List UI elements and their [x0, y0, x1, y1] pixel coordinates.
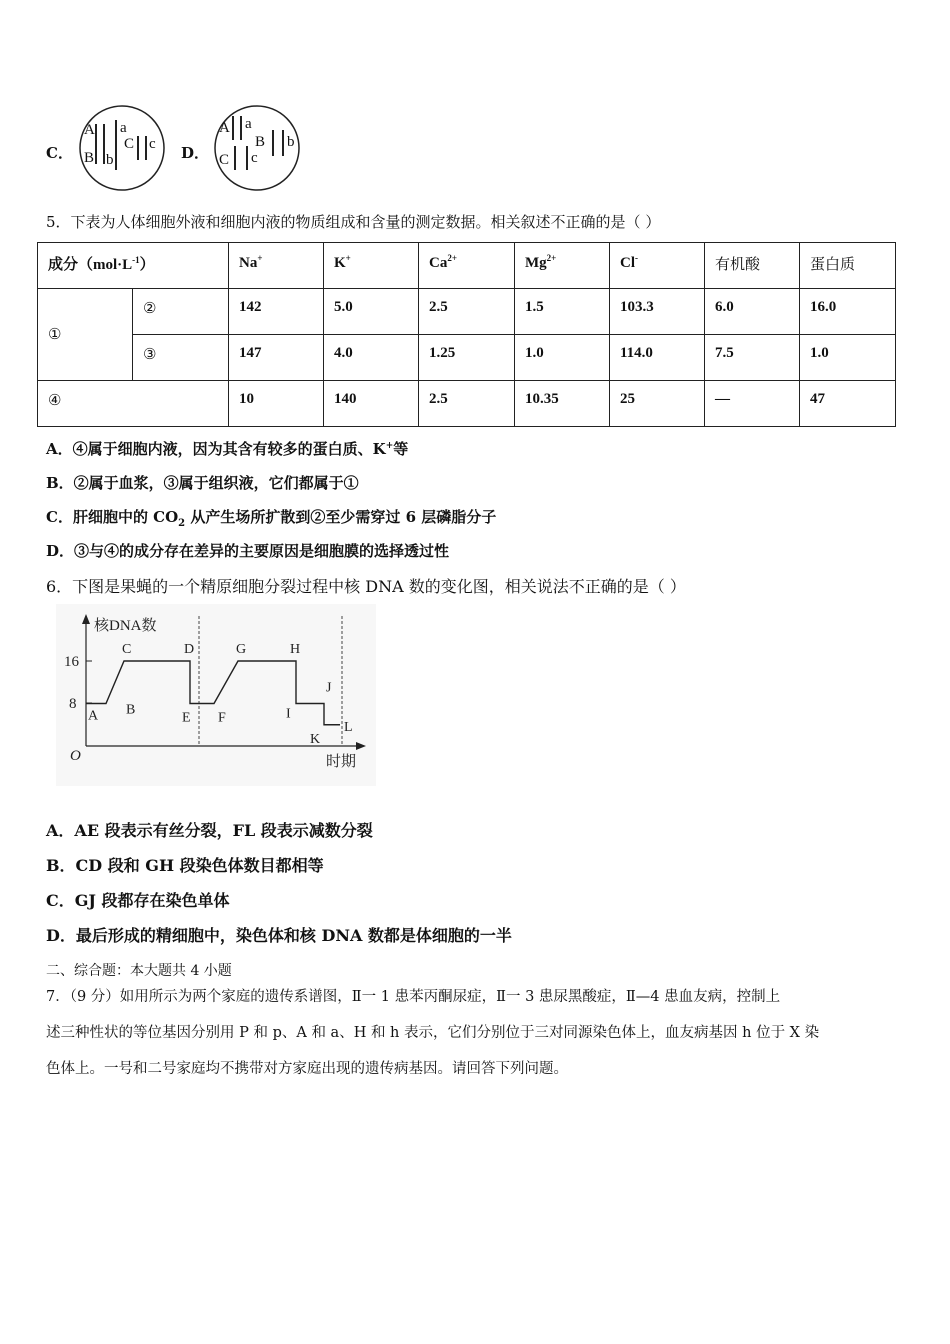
point-label-B: B — [126, 702, 136, 718]
label-A: A — [219, 120, 230, 136]
cell-diagram-d — [211, 104, 303, 192]
table-cell: 10 — [229, 381, 324, 427]
row2-label: ② — [133, 289, 229, 335]
table-cell: 16.0 — [800, 289, 896, 335]
point-label-E: E — [182, 710, 191, 726]
point-label-A: A — [88, 708, 99, 724]
q7-line3: 色体上。一号和二号家庭均不携带对方家庭出现的遗传病基因。请回答下列问题。 — [46, 1061, 568, 1077]
q5-option-b: B．②属于血浆，③属于组织液，它们都属于① — [46, 474, 359, 492]
table-cell: 140 — [324, 381, 419, 427]
header-mg: $Mg^{2+}$ — [515, 243, 610, 289]
point-label-C: C — [122, 642, 132, 657]
point-label-L: L — [344, 719, 353, 735]
table-cell: 103.3 — [610, 289, 705, 335]
label-b: b — [287, 134, 295, 150]
q6-option-d: D．最后形成的精细胞中，染色体和核 DNA 数都是体细胞的一半 — [46, 926, 512, 945]
table-cell: 2.5 — [419, 381, 515, 427]
x-axis-label: 时期 — [326, 754, 357, 770]
q6-option-b: B．CD 段和 GH 段染色体数目都相等 — [46, 856, 324, 875]
label-A: A — [84, 122, 95, 138]
header-cl: Cl- — [610, 243, 705, 289]
q5-option-d: D．③与④的成分存在差异的主要原因是细胞膜的选择透过性 — [46, 542, 450, 560]
table-cell: 1.0 — [515, 335, 610, 381]
q6-stem: 6．下图是果蝇的一个精原细胞分裂过程中核 DNA 数的变化图，相关说法不正确的是（ ） — [46, 577, 686, 596]
header-organic-acid: 有机酸 — [705, 243, 800, 289]
table-cell: 6.0 — [705, 289, 800, 335]
table-cell: 47 — [800, 381, 896, 427]
table-cell: 1.25 — [419, 335, 515, 381]
row4-label: ④ — [38, 381, 229, 427]
table-cell: 5.0 — [324, 289, 419, 335]
label-c: c — [251, 150, 258, 166]
q5-table — [37, 242, 896, 427]
label-a: a — [120, 120, 127, 136]
table-cell: 114.0 — [610, 335, 705, 381]
label-C: C — [124, 136, 135, 152]
dna-chart — [56, 604, 376, 786]
table-cell: 147 — [229, 335, 324, 381]
choice-d-label: D． — [181, 144, 210, 162]
y-tick-16: 16 — [64, 654, 79, 670]
header-composition: 成分$(mol\cdot L^{-1})$ — [38, 243, 229, 289]
header-ca: $Ca^{2+}$ — [419, 243, 515, 289]
q6-option-a: A．AE 段表示有丝分裂，FL 段表示减数分裂 — [46, 821, 373, 840]
q7-line1: 7．（9 分）如用所示为两个家庭的遗传系谱图，Ⅱ一 1 患苯丙酮尿症，Ⅱ一 3 患尿黑酸症，Ⅱ—4 患血友病，控制上 — [46, 989, 781, 1005]
cell-diagram-c — [76, 104, 168, 192]
header-k: K+ — [324, 243, 419, 289]
header-na: Na+ — [229, 243, 324, 289]
y-axis-label: 核DNA数 — [94, 618, 157, 634]
y-tick-8: 8 — [69, 696, 77, 712]
q7-line2: 述三种性状的等位基因分别用 P 和 p、A 和 a、H 和 h 表示，它们分别位于三对同源染色体上，血友病基因 h 位于 X 染 — [46, 1025, 820, 1041]
point-label-H: H — [290, 642, 301, 657]
label-b: b — [106, 152, 114, 168]
table-cell: 142 — [229, 289, 324, 335]
table-cell: 10.35 — [515, 381, 610, 427]
label-a: a — [245, 116, 252, 132]
q5-stem: 5．下表为人体细胞外液和细胞内液的物质组成和含量的测定数据。相关叙述不正确的是（ ） — [46, 213, 661, 231]
choice-c-label: C． — [46, 144, 73, 162]
header-protein: 蛋白质 — [800, 243, 896, 289]
section-heading: 二、综合题：本大题共 4 小题 — [46, 963, 232, 979]
q6-option-c: C．GJ 段都存在染色单体 — [46, 891, 230, 910]
table-cell: 2.5 — [419, 289, 515, 335]
point-label-G: G — [236, 642, 247, 657]
label-c: c — [149, 136, 156, 152]
point-label-F: F — [218, 710, 226, 726]
label-B: B — [84, 150, 95, 166]
table-cell: 4.0 — [324, 335, 419, 381]
row-group-1: ① — [38, 289, 133, 381]
label-B: B — [255, 134, 266, 150]
table-cell: 1.0 — [800, 335, 896, 381]
table-cell: — — [705, 381, 800, 427]
table-cell: 25 — [610, 381, 705, 427]
point-label-I: I — [286, 706, 291, 722]
table-cell: 1.5 — [515, 289, 610, 335]
label-C: C — [219, 152, 230, 168]
point-label-J: J — [326, 680, 332, 696]
point-label-K: K — [310, 731, 321, 747]
q5-option-c: C．肝细胞中的 $CO_2$ 从产生场所扩散到②至少需穿过 6 层磷脂分子 — [46, 508, 497, 529]
table-cell: 7.5 — [705, 335, 800, 381]
point-label-D: D — [184, 642, 195, 657]
q5-option-a: A．④属于细胞内液，因为其含有较多的蛋白质、K+等 — [46, 440, 409, 458]
origin-label: O — [70, 748, 81, 764]
row3-label: ③ — [133, 335, 229, 381]
